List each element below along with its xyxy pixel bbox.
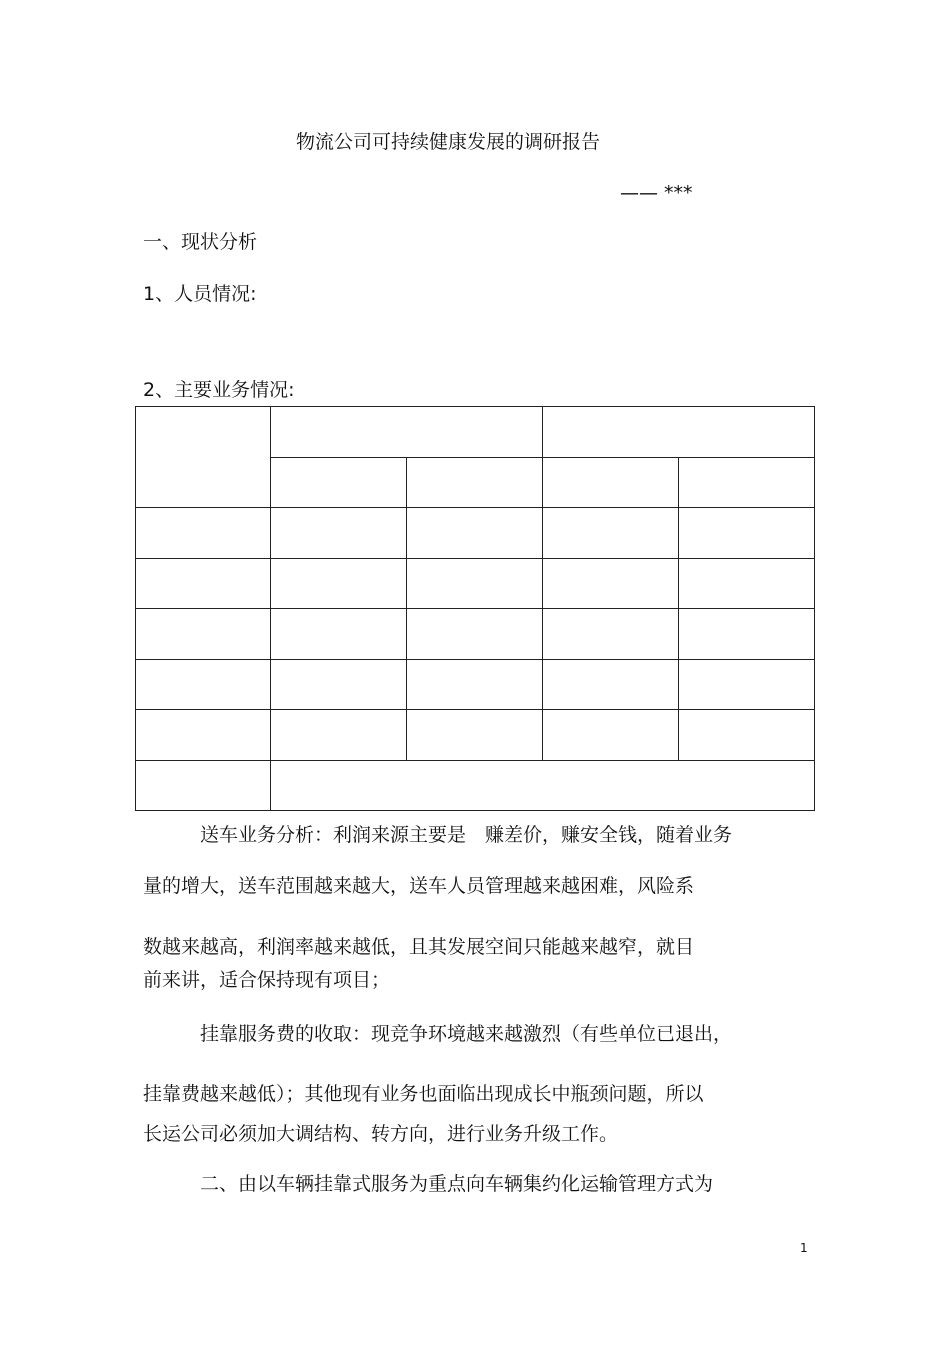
paragraph-line: 长运公司必须加大调结构、转方向，进行业务升级工作。: [143, 1123, 619, 1145]
paragraph-line: 量的增大，送车范围越来越大，送车人员管理越来越困难，风险系: [143, 875, 695, 897]
paragraph-line: 前来讲，适合保持现有项目；: [143, 969, 391, 991]
paragraph-line: 挂靠费越来越低）；其他现有业务也面临出现成长中瓶颈问题，所以: [143, 1083, 704, 1105]
table-cell: [136, 761, 271, 811]
table-cell: [271, 761, 815, 811]
table-cell: [679, 458, 815, 508]
table-cell: [543, 660, 679, 710]
table-cell: [679, 609, 815, 660]
table-cell: [543, 559, 679, 609]
section-heading-transition: 二、由以车辆挂靠式服务为重点向车辆集约化运输管理方式为: [200, 1173, 714, 1195]
table-cell: [136, 508, 271, 559]
document-title: 物流公司可持续健康发展的调研报告: [296, 131, 601, 153]
table-cell: [271, 559, 407, 609]
table-header-row: [136, 407, 815, 458]
paragraph-line: 送车业务分析：利润来源主要是 赚差价，赚安全钱，随着业务: [200, 824, 733, 846]
table-row: [136, 609, 815, 660]
table-cell: [543, 458, 679, 508]
table-cell: [136, 559, 271, 609]
author-line: —— ***: [620, 182, 693, 204]
table-cell: [407, 508, 543, 559]
table-cell: [271, 710, 407, 761]
table-cell: [136, 609, 271, 660]
table-cell: [271, 609, 407, 660]
table-cell: [271, 660, 407, 710]
table-cell: [407, 609, 543, 660]
table-cell: [136, 407, 271, 508]
table-cell: [407, 458, 543, 508]
subheading-personnel: 1、人员情况:: [143, 283, 257, 305]
table-row: [136, 508, 815, 559]
table-row: [136, 710, 815, 761]
table-total-row: [136, 761, 815, 811]
business-table: [135, 406, 815, 811]
section-heading-status-analysis: 一、现状分析: [143, 231, 258, 253]
table-cell: [679, 559, 815, 609]
table-row: [136, 559, 815, 609]
paragraph-line: 挂靠服务费的收取：现竞争环境越来越激烈（有些单位已退出，: [200, 1023, 733, 1045]
table-cell: [407, 660, 543, 710]
page-number: 1: [800, 1241, 808, 1255]
table-cell: [136, 710, 271, 761]
paragraph-line: 数越来越高，利润率越来越低，且其发展空间只能越来越窄，就目: [143, 936, 695, 958]
table-cell: [679, 710, 815, 761]
table-cell: [543, 407, 815, 458]
table-cell: [271, 407, 543, 458]
subheading-main-business: 2、主要业务情况:: [143, 379, 295, 401]
table-cell: [271, 508, 407, 559]
table-cell: [543, 609, 679, 660]
table-cell: [407, 710, 543, 761]
table-row: [136, 660, 815, 710]
table-cell: [543, 710, 679, 761]
table-cell: [136, 660, 271, 710]
table-cell: [679, 660, 815, 710]
table-cell: [679, 508, 815, 559]
table-cell: [271, 458, 407, 508]
table-cell: [407, 559, 543, 609]
table-cell: [543, 508, 679, 559]
